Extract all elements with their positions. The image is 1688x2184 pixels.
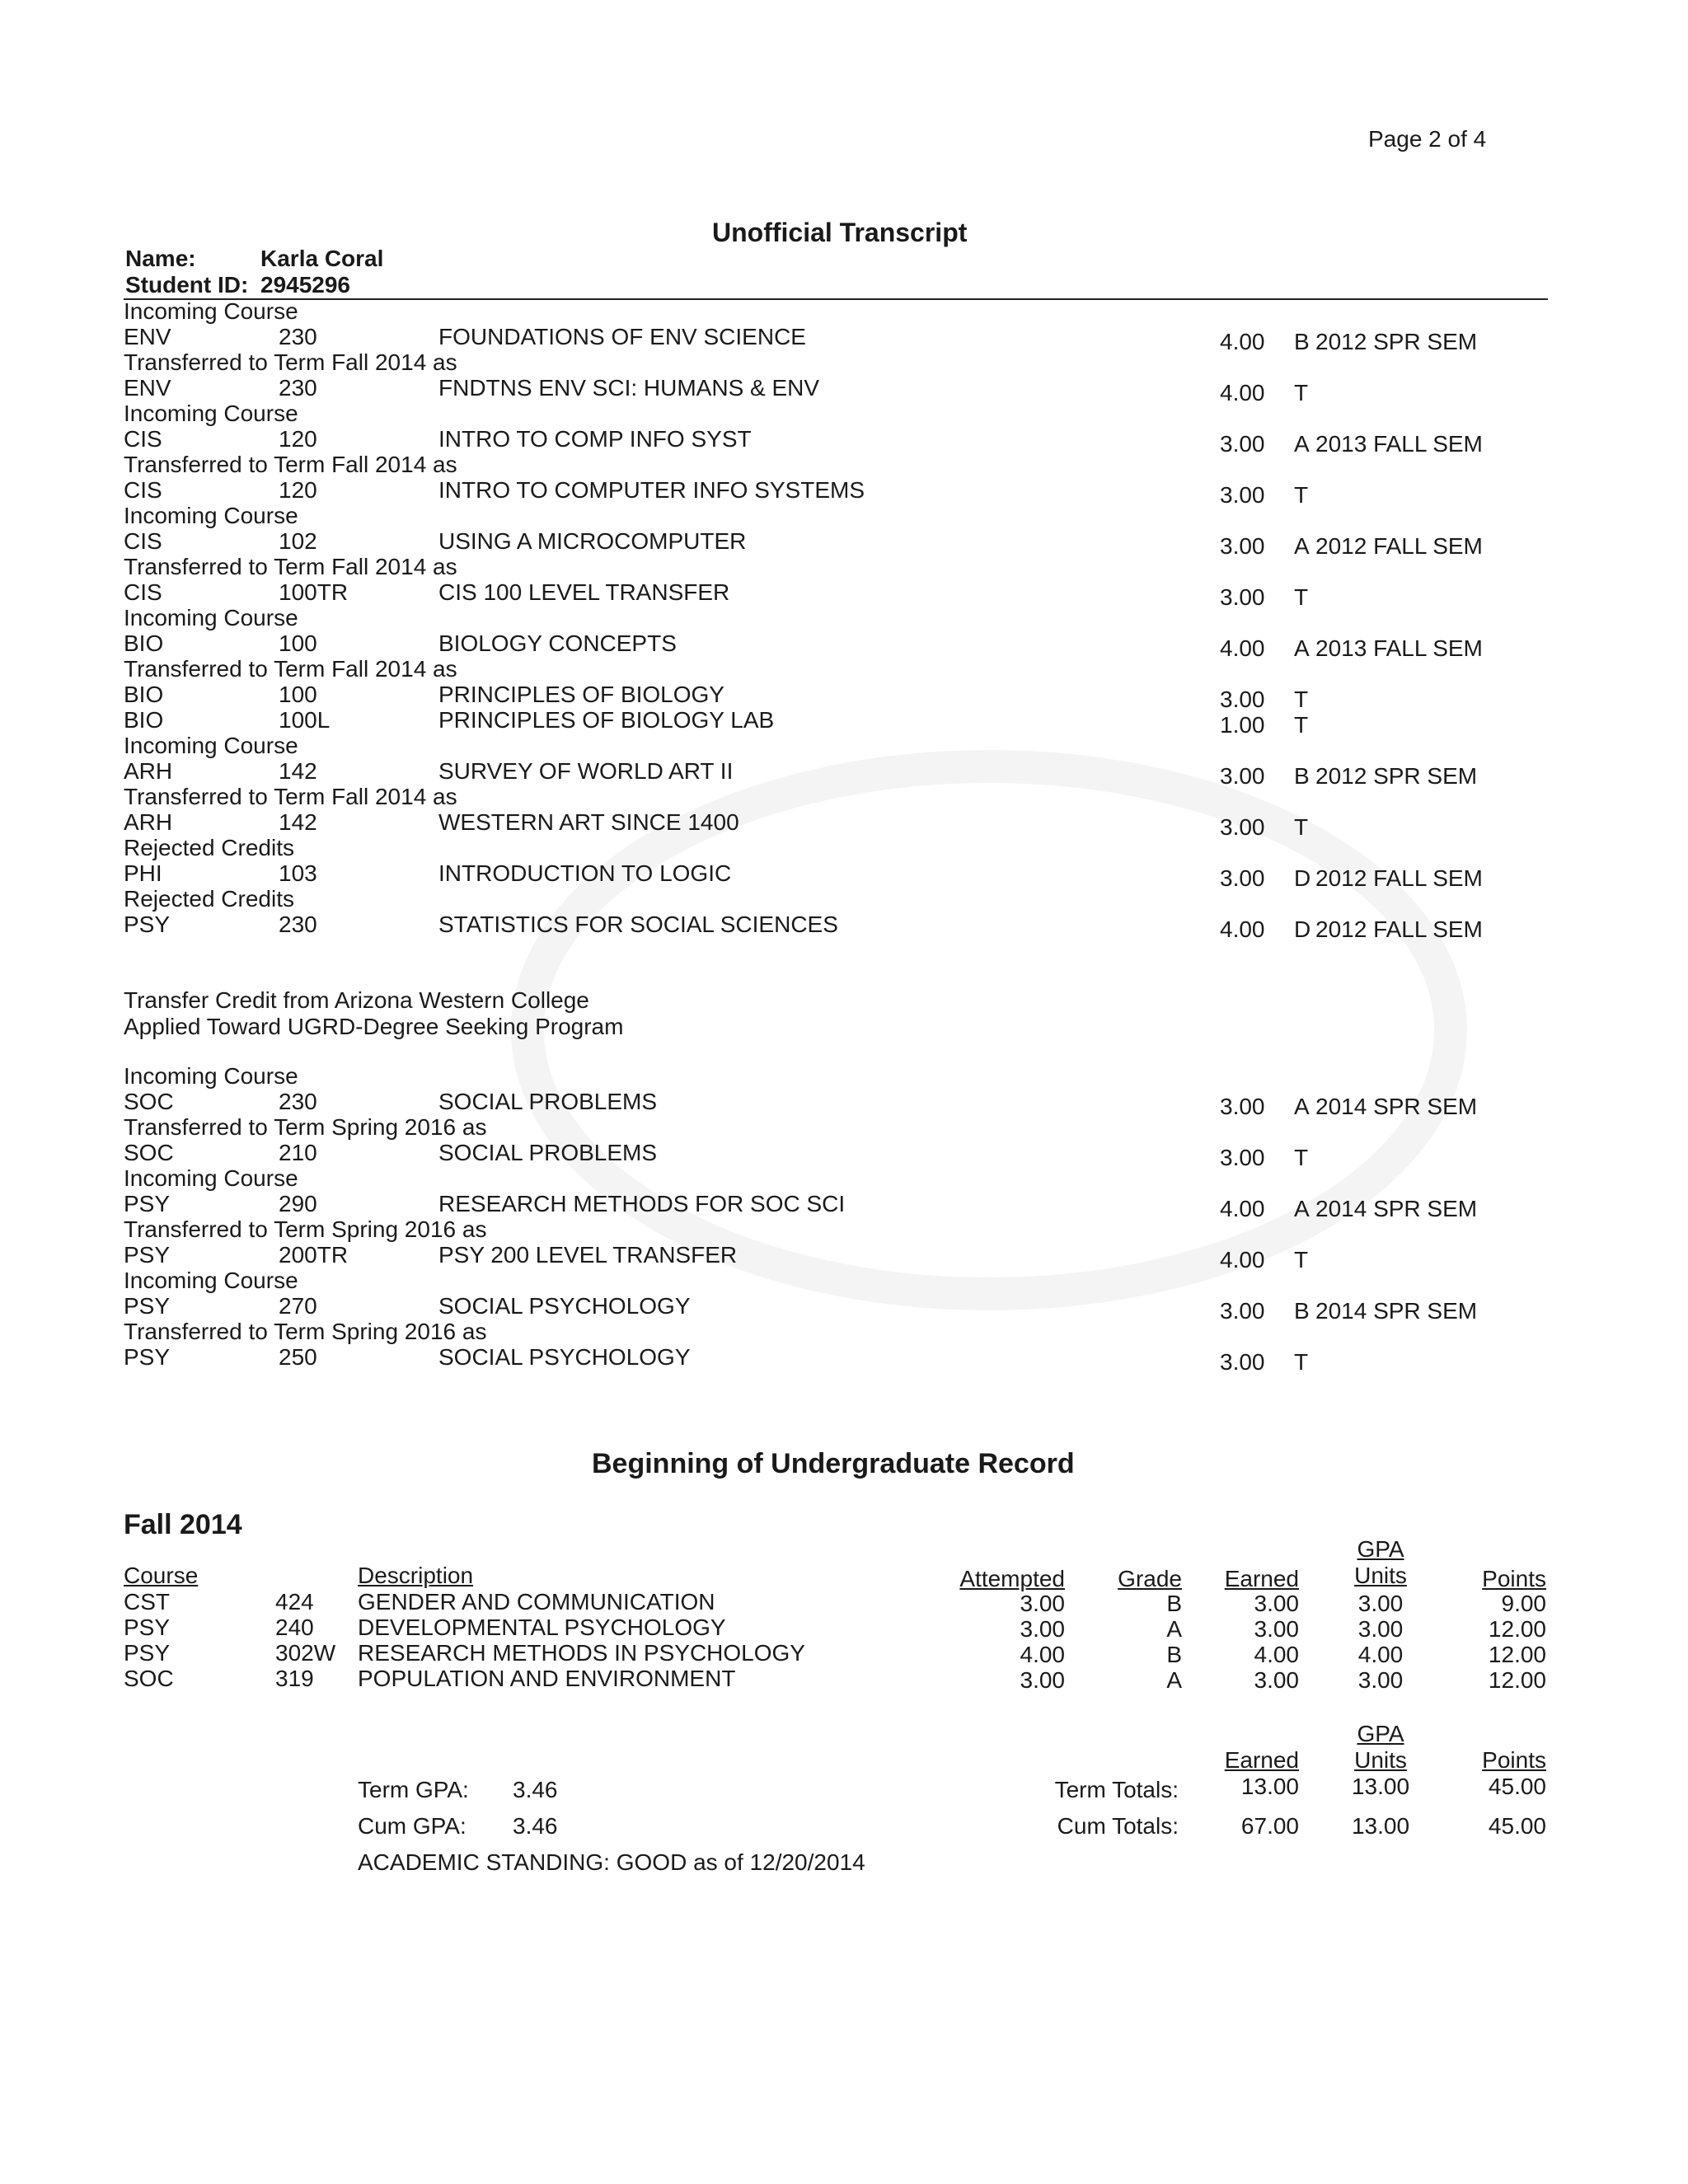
course-attempted: 4.00: [1020, 1642, 1065, 1667]
page-title: Unofficial Transcript: [712, 218, 968, 247]
course-number: 142: [279, 809, 317, 835]
course-number: 240: [275, 1615, 314, 1640]
course-subject: PSY: [124, 1293, 171, 1319]
transfer-course-row: [0, 682, 1688, 712]
course-subject: CIS: [124, 477, 162, 503]
course-number: 100: [279, 630, 317, 656]
cum-totals-label: Cum Totals:: [1057, 1813, 1179, 1839]
course-number: 302W: [275, 1640, 336, 1666]
course-title: PRINCIPLES OF BIOLOGY: [438, 682, 724, 707]
course-subject: PSY: [124, 1344, 171, 1370]
course-subject: BIO: [124, 630, 164, 656]
transfer-label: [0, 298, 1688, 325]
course-title: USING A MICROCOMPUTER: [438, 528, 747, 554]
course-description: POPULATION AND ENVIRONMENT: [358, 1666, 736, 1691]
course-subject: CIS: [124, 528, 162, 554]
transfer-label: [0, 401, 1688, 427]
term-totals-earned: 13.00: [1240, 1774, 1299, 1799]
course-term: 2012 SPR SEM: [1315, 763, 1478, 789]
student-id-label: Student ID:: [125, 272, 249, 298]
course-number: 424: [275, 1589, 314, 1615]
course-term: 2014 SPR SEM: [1315, 1298, 1478, 1324]
course-units: 3.00: [1220, 584, 1265, 610]
course-grade: T: [1294, 1247, 1309, 1272]
course-grade: A: [1166, 1616, 1182, 1642]
course-grade: T: [1294, 1145, 1309, 1170]
course-units: 3.00: [1220, 1094, 1265, 1119]
course-units: 3.00: [1220, 533, 1265, 559]
transfer-label-text: Incoming Course: [124, 503, 298, 528]
course-points: 12.00: [1488, 1616, 1546, 1642]
course-grade: B: [1166, 1591, 1182, 1616]
course-grade: A: [1294, 431, 1310, 457]
transfer-course-row: [0, 1242, 1688, 1272]
student-id: 2945296: [260, 272, 351, 298]
course-number: 230: [279, 1089, 317, 1114]
transfer-course-row: [0, 758, 1688, 789]
transfer-label-text: Incoming Course: [124, 298, 298, 324]
undergrad-course-row: [0, 1666, 1688, 1692]
undergrad-course-row: [0, 1615, 1688, 1641]
transfer-label-text: Incoming Course: [124, 1063, 298, 1089]
transfer-label-text: Incoming Course: [124, 733, 298, 758]
transfer-label: [0, 1319, 1688, 1345]
course-title: SOCIAL PSYCHOLOGY: [438, 1293, 691, 1319]
totals-header-units: Units: [1354, 1747, 1407, 1773]
col-header-points: Points: [1482, 1566, 1546, 1591]
transfer-label-text: Rejected Credits: [124, 835, 294, 860]
course-term: 2012 FALL SEM: [1315, 533, 1483, 559]
course-grade: B: [1294, 329, 1310, 354]
transfer-course-row: [0, 912, 1688, 942]
col-header-grade: Grade: [1118, 1566, 1182, 1591]
transfer-course-row: [0, 707, 1688, 738]
course-title: SOCIAL PROBLEMS: [438, 1089, 658, 1114]
course-units: 3.00: [1220, 1349, 1265, 1375]
course-units: 3.00: [1220, 814, 1265, 840]
course-number: 120: [279, 477, 317, 503]
course-points: 12.00: [1488, 1667, 1546, 1693]
transfer-source-line2: Applied Toward UGRD-Degree Seeking Program: [124, 1014, 624, 1039]
course-grade: A: [1294, 635, 1310, 661]
course-grade: T: [1294, 482, 1309, 508]
course-description: GENDER AND COMMUNICATION: [358, 1589, 715, 1615]
course-title: PSY 200 LEVEL TRANSFER: [438, 1242, 738, 1268]
course-grade: T: [1294, 687, 1309, 712]
course-subject: BIO: [124, 707, 164, 733]
course-units: 3.00: [1220, 687, 1265, 712]
course-title: INTRODUCTION TO LOGIC: [438, 860, 732, 886]
course-units: 4.00: [1220, 380, 1265, 405]
course-number: 230: [279, 912, 317, 937]
course-term: 2012 FALL SEM: [1315, 865, 1483, 891]
col-header-description: Description: [358, 1563, 474, 1588]
course-subject: ARH: [124, 809, 173, 835]
course-units: 3.00: [1220, 1145, 1265, 1170]
transfer-label: [0, 349, 1688, 376]
course-grade: A: [1166, 1667, 1182, 1693]
course-subject: PSY: [124, 1615, 171, 1640]
transfer-label-text: Transferred to Term Fall 2014 as: [124, 554, 457, 579]
course-earned: 3.00: [1254, 1616, 1299, 1642]
transfer-label-text: Transferred to Term Spring 2016 as: [124, 1216, 487, 1242]
course-subject: BIO: [124, 682, 164, 707]
course-grade: A: [1294, 1094, 1310, 1119]
transfer-course-row: [0, 528, 1688, 559]
course-subject: SOC: [124, 1666, 174, 1691]
course-title: SOCIAL PSYCHOLOGY: [438, 1344, 691, 1370]
transfer-label: [0, 1216, 1688, 1243]
transfer-course-row: [0, 477, 1688, 508]
course-title: FOUNDATIONS OF ENV SCIENCE: [438, 324, 806, 349]
course-gpa-units: 3.00: [1357, 1591, 1404, 1616]
course-units: 4.00: [1220, 916, 1265, 942]
transfer-course-row: [0, 1293, 1688, 1324]
course-subject: PSY: [124, 912, 171, 937]
course-number: 103: [279, 860, 317, 886]
course-attempted: 3.00: [1020, 1616, 1065, 1642]
course-title: CIS 100 LEVEL TRANSFER: [438, 579, 730, 605]
course-description: DEVELOPMENTAL PSYCHOLOGY: [358, 1615, 726, 1640]
course-number: 100: [279, 682, 317, 707]
course-number: 270: [279, 1293, 317, 1319]
transfer-course-row: [0, 579, 1688, 610]
transfer-label: [0, 656, 1688, 682]
transfer-label-text: Incoming Course: [124, 1268, 298, 1293]
course-units: 4.00: [1220, 1247, 1265, 1272]
transfer-label-text: Transferred to Term Spring 2016 as: [124, 1319, 487, 1344]
transfer-label-text: Rejected Credits: [124, 886, 294, 912]
transfer-label: [0, 554, 1688, 580]
course-earned: 3.00: [1254, 1667, 1299, 1693]
term-gpa-value: 3.46: [513, 1777, 558, 1802]
course-grade: T: [1294, 380, 1309, 405]
course-earned: 4.00: [1254, 1642, 1299, 1667]
course-subject: PSY: [124, 1640, 171, 1666]
transfer-label-text: Transferred to Term Fall 2014 as: [124, 349, 457, 375]
term-totals-points: 45.00: [1488, 1774, 1546, 1799]
course-number: 319: [275, 1666, 314, 1691]
course-subject: CST: [124, 1589, 170, 1615]
course-title: SURVEY OF WORLD ART II: [438, 758, 734, 784]
course-number: 100TR: [279, 579, 349, 605]
course-title: BIOLOGY CONCEPTS: [438, 630, 677, 656]
course-units: 3.00: [1220, 763, 1265, 789]
transfer-label: [0, 1165, 1688, 1192]
transfer-label-text: Incoming Course: [124, 605, 298, 630]
course-number: 120: [279, 426, 317, 452]
course-title: WESTERN ART SINCE 1400: [438, 809, 739, 835]
transfer-course-row: [0, 860, 1688, 891]
name-label: Name:: [125, 246, 196, 271]
course-subject: CIS: [124, 579, 162, 605]
transfer-label: [0, 1268, 1688, 1294]
course-number: 200TR: [279, 1242, 349, 1268]
transfer-label: [0, 1063, 1688, 1090]
col-header-earned: Earned: [1224, 1566, 1299, 1591]
course-number: 230: [279, 324, 317, 349]
transfer-course-row: [0, 809, 1688, 840]
transfer-label: [0, 733, 1688, 759]
course-gpa-units: 4.00: [1357, 1642, 1404, 1667]
course-gpa-units: 3.00: [1357, 1667, 1404, 1693]
course-subject: ENV: [124, 375, 171, 401]
course-title: SOCIAL PROBLEMS: [438, 1140, 658, 1165]
course-subject: PHI: [124, 860, 162, 886]
course-subject: SOC: [124, 1089, 174, 1114]
transfer-label: [0, 886, 1688, 912]
cum-gpa-value: 3.46: [513, 1813, 558, 1839]
transfer-label: [0, 605, 1688, 631]
course-grade: T: [1294, 814, 1309, 840]
course-term: 2013 FALL SEM: [1315, 635, 1483, 661]
course-grade: D: [1294, 916, 1311, 942]
cum-totals-points: 45.00: [1488, 1813, 1546, 1839]
course-number: 290: [279, 1191, 317, 1216]
course-subject: CIS: [124, 426, 162, 452]
col-header-course: Course: [124, 1563, 199, 1588]
transfer-course-row: [0, 375, 1688, 405]
transfer-course-row: [0, 1344, 1688, 1375]
course-grade: B: [1294, 1298, 1310, 1324]
course-term: 2014 SPR SEM: [1315, 1094, 1478, 1119]
course-attempted: 3.00: [1020, 1667, 1065, 1693]
transfer-label-text: Incoming Course: [124, 401, 298, 426]
course-units: 3.00: [1220, 865, 1265, 891]
course-grade: A: [1294, 533, 1310, 559]
transfer-course-row: [0, 1089, 1688, 1119]
col-header-attempted: Attempted: [959, 1566, 1065, 1591]
course-units: 3.00: [1220, 482, 1265, 508]
transfer-label: [0, 784, 1688, 810]
course-title: STATISTICS FOR SOCIAL SCIENCES: [438, 912, 838, 937]
transfer-label-text: Transferred to Term Fall 2014 as: [124, 656, 457, 682]
student-name: Karla Coral: [260, 246, 384, 271]
course-gpa-units: 3.00: [1357, 1616, 1404, 1642]
course-points: 12.00: [1488, 1642, 1546, 1667]
transfer-label-text: Transferred to Term Spring 2016 as: [124, 1114, 487, 1140]
gpa-header-top: GPA: [1357, 1536, 1404, 1562]
undergrad-course-row: [0, 1640, 1688, 1666]
course-grade: A: [1294, 1196, 1310, 1221]
course-title: INTRO TO COMPUTER INFO SYSTEMS: [438, 477, 865, 503]
course-number: 142: [279, 758, 317, 784]
course-units: 1.00: [1220, 712, 1265, 738]
term-gpa-label: Term GPA:: [358, 1777, 469, 1802]
transfer-course-row: [0, 324, 1688, 354]
course-number: 100L: [279, 707, 331, 733]
course-attempted: 3.00: [1020, 1591, 1065, 1616]
course-subject: SOC: [124, 1140, 174, 1165]
totals-header-earned: Earned: [1224, 1747, 1299, 1773]
course-title: RESEARCH METHODS FOR SOC SCI: [438, 1191, 846, 1216]
totals-gpa-header-top: GPA: [1357, 1721, 1404, 1746]
course-earned: 3.00: [1254, 1591, 1299, 1616]
undergrad-record-title: Beginning of Undergraduate Record: [592, 1448, 1075, 1479]
term-totals-label: Term Totals:: [1054, 1777, 1179, 1802]
page-number: Page 2 of 4: [1368, 126, 1487, 152]
transfer-label: [0, 452, 1688, 478]
course-grade: T: [1294, 712, 1309, 738]
undergrad-course-row: [0, 1589, 1688, 1615]
course-grade: T: [1294, 584, 1309, 610]
transfer-label-text: Incoming Course: [124, 1165, 298, 1191]
course-subject: ENV: [124, 324, 171, 349]
course-number: 250: [279, 1344, 317, 1370]
cum-totals-units: 13.00: [1351, 1813, 1410, 1839]
course-term: 2014 SPR SEM: [1315, 1196, 1478, 1221]
cum-gpa-label: Cum GPA:: [358, 1813, 467, 1839]
term-heading: Fall 2014: [124, 1509, 242, 1540]
term-totals-units: 13.00: [1351, 1774, 1410, 1799]
cum-totals-earned: 67.00: [1240, 1813, 1299, 1839]
course-number: 102: [279, 528, 317, 554]
course-description: RESEARCH METHODS IN PSYCHOLOGY: [358, 1640, 805, 1666]
transfer-source-line1: Transfer Credit from Arizona Western College: [124, 987, 589, 1013]
course-title: PRINCIPLES OF BIOLOGY LAB: [438, 707, 775, 733]
transfer-course-row: [0, 630, 1688, 661]
course-title: FNDTNS ENV SCI: HUMANS & ENV: [438, 375, 820, 401]
academic-standing: ACADEMIC STANDING: GOOD as of 12/20/2014: [358, 1849, 865, 1875]
course-points: 9.00: [1501, 1591, 1546, 1616]
course-units: 4.00: [1220, 1196, 1265, 1221]
course-subject: PSY: [124, 1242, 171, 1268]
course-grade: B: [1294, 763, 1310, 789]
course-units: 4.00: [1220, 635, 1265, 661]
transfer-course-row: [0, 1191, 1688, 1221]
transfer-label-text: Transferred to Term Fall 2014 as: [124, 784, 457, 809]
transfer-course-row: [0, 1140, 1688, 1170]
transfer-label-text: Transferred to Term Fall 2014 as: [124, 452, 457, 477]
course-units: 3.00: [1220, 1298, 1265, 1324]
course-term: 2012 FALL SEM: [1315, 916, 1483, 942]
course-term: 2012 SPR SEM: [1315, 329, 1478, 354]
col-header-units: Units: [1354, 1563, 1407, 1588]
course-number: 230: [279, 375, 317, 401]
course-number: 210: [279, 1140, 317, 1165]
transfer-label: [0, 503, 1688, 529]
transfer-label: [0, 835, 1688, 861]
course-units: 4.00: [1220, 329, 1265, 354]
course-grade: T: [1294, 1349, 1309, 1375]
course-subject: ARH: [124, 758, 173, 784]
course-term: 2013 FALL SEM: [1315, 431, 1483, 457]
course-units: 3.00: [1220, 431, 1265, 457]
course-title: INTRO TO COMP INFO SYST: [438, 426, 752, 452]
totals-header-points: Points: [1482, 1747, 1546, 1773]
course-subject: PSY: [124, 1191, 171, 1216]
course-grade: B: [1166, 1642, 1182, 1667]
course-grade: D: [1294, 865, 1311, 891]
transfer-label: [0, 1114, 1688, 1141]
transfer-course-row: [0, 426, 1688, 457]
